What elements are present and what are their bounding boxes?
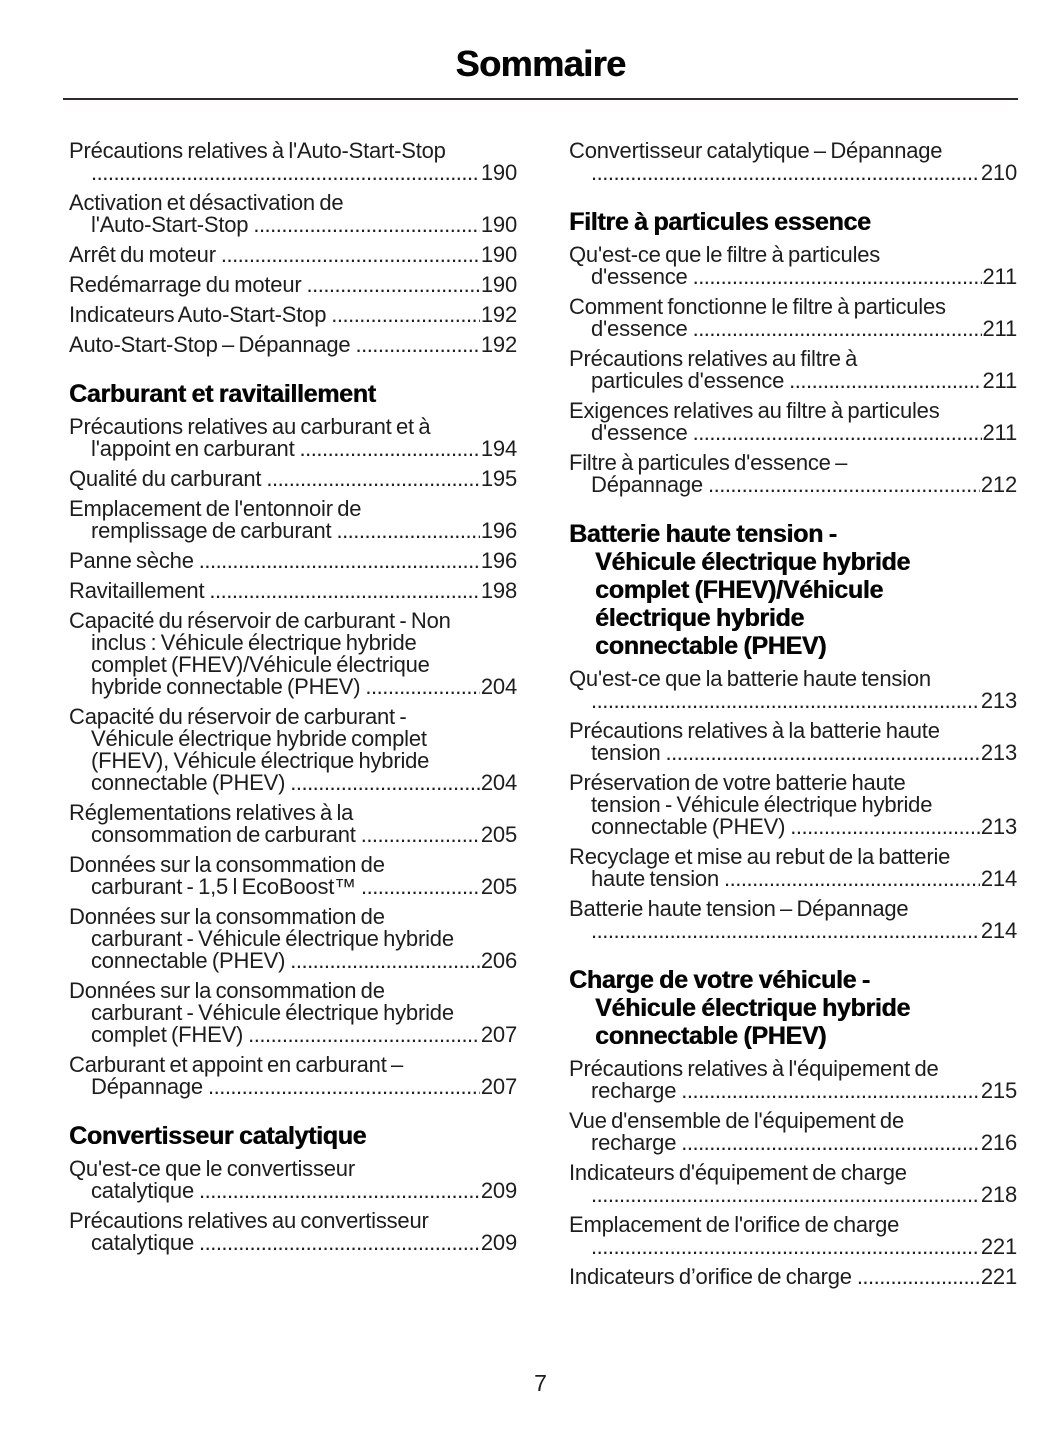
toc-entry-line: Exigences relatives au filtre à particules bbox=[569, 398, 940, 423]
toc-entry-line: Données sur la consommation de bbox=[69, 978, 385, 1003]
toc-entry-line bbox=[69, 876, 517, 898]
toc-entry-line: Réglementations relatives à la bbox=[69, 800, 354, 825]
toc-entry-line: Convertisseur catalytique – Dépannage bbox=[569, 138, 943, 163]
toc-entry-line bbox=[569, 162, 1017, 184]
toc-entry-line: Batterie haute tension – Dépannage bbox=[569, 896, 909, 921]
toc-entry-line bbox=[69, 334, 517, 356]
entry-page-number: 205 bbox=[480, 874, 517, 899]
leader-dots bbox=[681, 1080, 980, 1102]
leader-dots bbox=[857, 1266, 980, 1288]
entry-text: Qualité du carburant bbox=[69, 466, 262, 491]
toc-entry bbox=[69, 140, 517, 184]
entry-page-number: 211 bbox=[982, 368, 1017, 393]
toc-entry bbox=[569, 846, 1017, 890]
toc-column-right bbox=[569, 140, 1017, 1296]
toc-entry-line bbox=[569, 1266, 1017, 1288]
toc-entry-line: Préservation de votre batterie haute bbox=[569, 770, 906, 795]
entry-page-number: 221 bbox=[980, 1234, 1017, 1259]
entry-page-number: 192 bbox=[480, 332, 517, 357]
entry-text: Redémarrage du moteur bbox=[69, 272, 302, 297]
toc-entry-line: Emplacement de l'orifice de charge bbox=[569, 1212, 900, 1237]
entry-page-number: 204 bbox=[480, 770, 517, 795]
toc-entry-line bbox=[69, 1024, 517, 1046]
leader-dots bbox=[331, 304, 480, 326]
section-heading-line: Carburant et ravitaillement bbox=[69, 380, 376, 408]
entry-text: Dépannage bbox=[91, 1074, 203, 1099]
toc-entry-line bbox=[569, 318, 1017, 340]
section-heading-line: Convertisseur catalytique bbox=[69, 1122, 367, 1150]
toc-entry bbox=[569, 1110, 1017, 1154]
toc-entry-line bbox=[69, 1180, 517, 1202]
toc-entry bbox=[69, 274, 517, 296]
entry-page-number: 205 bbox=[480, 822, 517, 847]
entry-text: Panne sèche bbox=[69, 548, 194, 573]
toc-entry bbox=[569, 1058, 1017, 1102]
entry-text: hybride connectable (PHEV) bbox=[91, 674, 361, 699]
entry-text: connectable (PHEV) bbox=[91, 948, 286, 973]
toc-entry bbox=[69, 802, 517, 846]
section-heading bbox=[569, 208, 1017, 236]
toc-entry-line: (FHEV), Véhicule électrique hybride bbox=[91, 748, 430, 773]
entry-page-number: 192 bbox=[480, 302, 517, 327]
entry-text: catalytique bbox=[91, 1230, 194, 1255]
leader-dots bbox=[591, 690, 980, 712]
toc-entry bbox=[69, 854, 517, 898]
leader-dots bbox=[300, 438, 480, 460]
leader-dots bbox=[365, 676, 480, 698]
entry-page-number: 215 bbox=[980, 1078, 1017, 1103]
entry-text: tension bbox=[591, 740, 661, 765]
content-area bbox=[63, 0, 1018, 1296]
toc-entry-line: Filtre à particules d'essence – bbox=[569, 450, 848, 475]
toc-entry-line bbox=[69, 304, 517, 326]
leader-dots bbox=[693, 422, 982, 444]
section-heading-line: Filtre à particules essence bbox=[569, 208, 871, 236]
toc-entry-line: Emplacement de l'entonnoir de bbox=[69, 496, 362, 521]
toc-entry-line bbox=[69, 520, 517, 542]
toc-entry-line bbox=[569, 266, 1017, 288]
toc-entry-line bbox=[69, 438, 517, 460]
toc-entry bbox=[69, 580, 517, 602]
entry-text: recharge bbox=[591, 1130, 677, 1155]
toc-entry bbox=[69, 1158, 517, 1202]
entry-text: complet (FHEV) bbox=[91, 1022, 244, 1047]
toc-columns bbox=[63, 140, 1018, 1296]
leader-dots bbox=[591, 1236, 980, 1258]
entry-page-number: 190 bbox=[480, 160, 517, 185]
leader-dots bbox=[208, 1076, 480, 1098]
toc-entry bbox=[569, 720, 1017, 764]
entry-page-number: 190 bbox=[480, 242, 517, 267]
toc-entry bbox=[69, 980, 517, 1046]
leader-dots bbox=[591, 1184, 980, 1206]
leader-dots bbox=[336, 520, 479, 542]
toc-entry-line: Comment fonctionne le filtre à particules bbox=[569, 294, 946, 319]
toc-entry-line bbox=[569, 816, 1017, 838]
entry-page-number: 211 bbox=[982, 264, 1017, 289]
toc-entry-line: Qu'est-ce que le filtre à particules bbox=[569, 242, 881, 267]
toc-entry-line: Indicateurs d'équipement de charge bbox=[569, 1160, 907, 1185]
toc-entry bbox=[69, 906, 517, 972]
entry-page-number: 221 bbox=[980, 1264, 1017, 1289]
toc-entry bbox=[69, 610, 517, 698]
toc-entry bbox=[69, 192, 517, 236]
section-heading-line: Batterie haute tension - bbox=[569, 520, 837, 548]
toc-entry-line bbox=[69, 162, 517, 184]
entry-page-number: 211 bbox=[982, 420, 1017, 445]
toc-entry-line: Précautions relatives à l'équipement de bbox=[569, 1056, 939, 1081]
section-heading bbox=[69, 1122, 517, 1150]
leader-dots bbox=[290, 772, 480, 794]
leader-dots bbox=[253, 214, 480, 236]
leader-dots bbox=[591, 920, 980, 942]
entry-page-number: 198 bbox=[480, 578, 517, 603]
toc-entry bbox=[69, 304, 517, 326]
entry-text: recharge bbox=[591, 1078, 677, 1103]
entry-text: d'essence bbox=[591, 264, 688, 289]
toc-entry-line bbox=[569, 1184, 1017, 1206]
section-heading-line: électrique hybride bbox=[595, 604, 804, 632]
leader-dots bbox=[209, 580, 480, 602]
toc-entry-line bbox=[69, 772, 517, 794]
leader-dots bbox=[693, 318, 982, 340]
toc-entry-line bbox=[569, 742, 1017, 764]
section-heading bbox=[569, 966, 1017, 1050]
toc-entry bbox=[69, 1054, 517, 1098]
toc-entry-line bbox=[69, 950, 517, 972]
leader-dots bbox=[724, 868, 980, 890]
toc-entry bbox=[569, 400, 1017, 444]
toc-entry-line: Précautions relatives à l'Auto-Start-Stop bbox=[69, 138, 446, 163]
leader-dots bbox=[290, 950, 480, 972]
entry-page-number: 209 bbox=[480, 1178, 517, 1203]
toc-entry-line bbox=[569, 1132, 1017, 1154]
leader-dots bbox=[591, 162, 980, 184]
entry-text: d'essence bbox=[591, 420, 688, 445]
entry-page-number: 211 bbox=[982, 316, 1017, 341]
section-heading-line: connectable (PHEV) bbox=[595, 1022, 827, 1050]
entry-page-number: 195 bbox=[480, 466, 517, 491]
toc-entry-line bbox=[69, 214, 517, 236]
toc-entry bbox=[69, 468, 517, 490]
toc-entry-line bbox=[69, 824, 517, 846]
section-heading bbox=[569, 520, 1017, 660]
toc-entry-line bbox=[69, 1076, 517, 1098]
entry-text: particules d'essence bbox=[591, 368, 785, 393]
toc-entry bbox=[69, 416, 517, 460]
toc-entry bbox=[569, 348, 1017, 392]
leader-dots bbox=[790, 816, 980, 838]
entry-text: d'essence bbox=[591, 316, 688, 341]
entry-page-number: 218 bbox=[980, 1182, 1017, 1207]
toc-entry bbox=[69, 244, 517, 266]
toc-entry bbox=[69, 334, 517, 356]
entry-page-number: 214 bbox=[980, 918, 1017, 943]
toc-entry-line: Véhicule électrique hybride complet bbox=[91, 726, 427, 751]
leader-dots bbox=[361, 824, 480, 846]
leader-dots bbox=[221, 244, 480, 266]
toc-entry-line bbox=[69, 274, 517, 296]
toc-entry-line: complet (FHEV)/Véhicule électrique bbox=[91, 652, 430, 677]
entry-text: connectable (PHEV) bbox=[591, 814, 786, 839]
entry-text: connectable (PHEV) bbox=[91, 770, 286, 795]
entry-page-number: 207 bbox=[480, 1022, 517, 1047]
entry-text: l'appoint en carburant bbox=[91, 436, 295, 461]
toc-entry-line bbox=[569, 422, 1017, 444]
entry-page-number: 190 bbox=[480, 212, 517, 237]
toc-column-left bbox=[69, 140, 517, 1296]
page-title: Sommaire bbox=[455, 43, 626, 84]
toc-entry-line: Précautions relatives au carburant et à bbox=[69, 414, 431, 439]
toc-entry-line bbox=[569, 868, 1017, 890]
toc-entry-line: inclus : Véhicule électrique hybride bbox=[91, 630, 417, 655]
entry-page-number: 206 bbox=[480, 948, 517, 973]
entry-text: Indicateurs Auto-Start-Stop bbox=[69, 302, 327, 327]
toc-entry-line bbox=[69, 580, 517, 602]
leader-dots bbox=[681, 1132, 980, 1154]
toc-entry-line: Vue d'ensemble de l'équipement de bbox=[569, 1108, 905, 1133]
toc-entry bbox=[569, 244, 1017, 288]
entry-text: Ravitaillement bbox=[69, 578, 205, 603]
entry-page-number: 212 bbox=[980, 472, 1017, 497]
toc-entry bbox=[569, 668, 1017, 712]
toc-entry-line: Qu'est-ce que la batterie haute tension bbox=[569, 666, 931, 691]
entry-page-number: 196 bbox=[480, 548, 517, 573]
toc-entry-line: Données sur la consommation de bbox=[69, 904, 385, 929]
entry-text: carburant - 1,5 l EcoBoost™ bbox=[91, 874, 356, 899]
entry-page-number: 207 bbox=[480, 1074, 517, 1099]
toc-entry-line bbox=[69, 468, 517, 490]
toc-entry bbox=[69, 550, 517, 572]
toc-entry bbox=[569, 898, 1017, 942]
entry-page-number: 210 bbox=[980, 160, 1017, 185]
toc-entry-line bbox=[69, 550, 517, 572]
toc-entry-line bbox=[569, 1236, 1017, 1258]
section-heading bbox=[69, 380, 517, 408]
entry-page-number: 204 bbox=[480, 674, 517, 699]
section-heading-line: Charge de votre véhicule - bbox=[569, 966, 870, 994]
entry-text: haute tension bbox=[591, 866, 720, 891]
toc-entry-line bbox=[569, 474, 1017, 496]
toc-entry-line: Qu'est-ce que le convertisseur bbox=[69, 1156, 355, 1181]
toc-entry-line: tension - Véhicule électrique hybride bbox=[591, 792, 933, 817]
entry-text: Dépannage bbox=[591, 472, 703, 497]
entry-text: Auto-Start-Stop – Dépannage bbox=[69, 332, 351, 357]
toc-entry bbox=[569, 296, 1017, 340]
toc-entry-line: Données sur la consommation de bbox=[69, 852, 385, 877]
entry-page-number: 213 bbox=[980, 740, 1017, 765]
toc-entry bbox=[569, 452, 1017, 496]
toc-entry bbox=[69, 1210, 517, 1254]
leader-dots bbox=[91, 162, 480, 184]
toc-entry-line bbox=[69, 1232, 517, 1254]
section-heading-line: connectable (PHEV) bbox=[595, 632, 827, 660]
leader-dots bbox=[248, 1024, 480, 1046]
entry-text: l'Auto-Start-Stop bbox=[91, 212, 249, 237]
entry-text: consommation de carburant bbox=[91, 822, 356, 847]
leader-dots bbox=[199, 1232, 480, 1254]
toc-entry-line: Carburant et appoint en carburant – bbox=[69, 1052, 404, 1077]
toc-entry-line bbox=[569, 370, 1017, 392]
toc-entry-line: Activation et désactivation de bbox=[69, 190, 344, 215]
toc-entry-line: Précautions relatives au convertisseur bbox=[69, 1208, 429, 1233]
leader-dots bbox=[789, 370, 981, 392]
entry-page-number: 214 bbox=[980, 866, 1017, 891]
toc-entry-line bbox=[569, 1080, 1017, 1102]
entry-page-number: 209 bbox=[480, 1230, 517, 1255]
toc-entry-line: Capacité du réservoir de carburant - bbox=[69, 704, 407, 729]
leader-dots bbox=[355, 334, 479, 356]
toc-entry-line bbox=[569, 690, 1017, 712]
toc-entry-line bbox=[69, 244, 517, 266]
entry-text: Arrêt du moteur bbox=[69, 242, 216, 267]
toc-entry-line bbox=[569, 920, 1017, 942]
entry-page-number: 194 bbox=[480, 436, 517, 461]
toc-entry-line: Précautions relatives à la batterie haute bbox=[569, 718, 940, 743]
entry-page-number: 216 bbox=[980, 1130, 1017, 1155]
leader-dots bbox=[266, 468, 480, 490]
toc-entry-line: Précautions relatives au filtre à bbox=[569, 346, 858, 371]
toc-entry-line: carburant - Véhicule électrique hybride bbox=[91, 1000, 454, 1025]
leader-dots bbox=[199, 550, 480, 572]
toc-entry-line: carburant - Véhicule électrique hybride bbox=[91, 926, 454, 951]
title-divider bbox=[63, 98, 1018, 100]
toc-entry bbox=[569, 140, 1017, 184]
entry-page-number: 190 bbox=[480, 272, 517, 297]
toc-entry-line: Capacité du réservoir de carburant - Non bbox=[69, 608, 451, 633]
toc-entry-line bbox=[69, 676, 517, 698]
leader-dots bbox=[708, 474, 980, 496]
section-heading-line: Véhicule électrique hybride bbox=[595, 994, 911, 1022]
entry-page-number: 213 bbox=[980, 814, 1017, 839]
entry-text: remplissage de carburant bbox=[91, 518, 332, 543]
leader-dots bbox=[666, 742, 980, 764]
section-heading-line: Véhicule électrique hybride bbox=[595, 548, 911, 576]
section-heading-line: complet (FHEV)/Véhicule bbox=[595, 576, 883, 604]
toc-entry bbox=[569, 1266, 1017, 1288]
toc-entry bbox=[69, 498, 517, 542]
toc-entry bbox=[69, 706, 517, 794]
entry-page-number: 213 bbox=[980, 688, 1017, 713]
toc-entry bbox=[569, 772, 1017, 838]
entry-text: catalytique bbox=[91, 1178, 194, 1203]
leader-dots bbox=[693, 266, 982, 288]
entry-text: Indicateurs d’orifice de charge bbox=[569, 1264, 852, 1289]
footer-page-number: 7 bbox=[534, 1370, 547, 1396]
leader-dots bbox=[199, 1180, 480, 1202]
entry-page-number: 196 bbox=[480, 518, 517, 543]
toc-entry bbox=[569, 1214, 1017, 1258]
leader-dots bbox=[306, 274, 479, 296]
leader-dots bbox=[361, 876, 480, 898]
toc-entry bbox=[569, 1162, 1017, 1206]
toc-entry-line: Recyclage et mise au rebut de la batterie bbox=[569, 844, 951, 869]
